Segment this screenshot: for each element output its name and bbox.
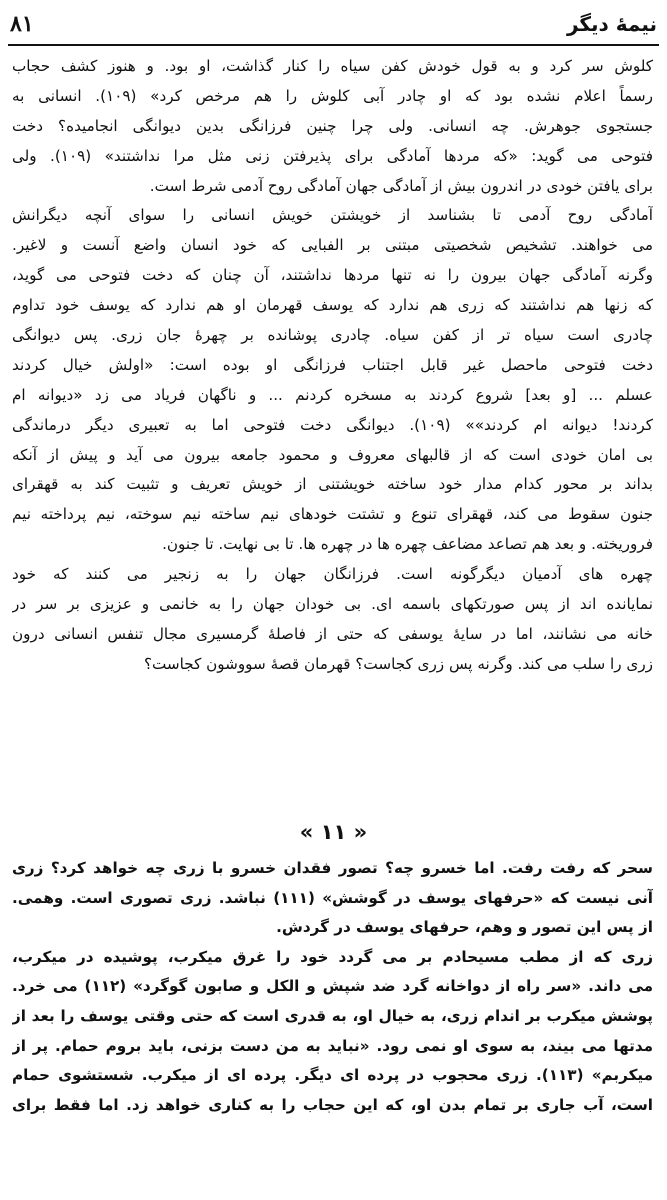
- text-line: است، آب جاری بر تمام بدن او، که این حجاب را به کناری خواهد زد. اما فقط برای: [12, 1095, 653, 1114]
- text-line: چادری است سیاه تر از کفن سیاه. چادری پوشانده بر چهرهٔ جان زری. پس دیوانگی: [12, 326, 653, 345]
- text-line: نمایانده اند از پس صورتکهای باسمه ای. بی خودان جهان را به خانمی و عزیزی بر سر در: [12, 595, 653, 614]
- text-line: می خواهند. تشخیص شخصیتی مبتنی بر الفبایی که خود انسان واضع آنست و لاغیر.: [12, 236, 653, 255]
- text-line: فتوحی می گوید: «که مردها آمادگی برای پذیرفتن زنی مثل مرا نداشتند» (۱۰۹). ولی: [12, 146, 653, 165]
- text-line: سحر که رفت رفت. اما خسرو چه؟ تصور فقدان خسرو با زری چه خواهد کرد؟ زری: [12, 859, 653, 877]
- text-line: آمادگی روح آدمی تا بشناسد از خویشتن خویش انسانی را سوای آنچه دیگرانش: [12, 206, 653, 225]
- text-line: برای یافتن خودی در اندرون بیش از آمادگی جهان آمادگی روح آدمی شرط است.: [149, 176, 653, 195]
- text-line: پوشش میکرب بر اندام زری، به خیال او، به قدری است که حتی وقتی یوسف را بعد از: [12, 1006, 653, 1025]
- text-line: دخت فتوحی ماحصل غیر قابل اجتناب فرزانگی او بوده است: «اولش خیال کردند: [12, 355, 653, 374]
- text-line: زری را سلب می کند. وگرنه پس زری کجاست؟ قهرمان قصهٔ سووشون کجاست؟: [143, 654, 653, 673]
- page-number: ۸۱: [10, 11, 34, 37]
- running-head: نیمهٔ دیگر: [566, 12, 657, 36]
- text-line: از پس این تصور و وهم، حرفهای یوسف در گردش.: [276, 918, 653, 937]
- text-line: وگرنه آمادگی جهان بیرون را نه تنها مردها نداشتند، آن چنان که دخت فتوحی می گوید،: [12, 266, 653, 285]
- text-line: جستجوی جوهرش. چه انسانی. ولی چرا چنین فرزانگی بدین دیوانگی انجامیده؟ دخت: [12, 116, 653, 135]
- text-line: کردند! دیوانه ام کردند»» (۱۰۹). دیوانگی دخت فتوحی اما به تعبیری دیگر درماندگی: [12, 415, 653, 434]
- text-line: عسلم ... [و بعد] شروع کردند به مسخره کردنم ... و ناگهان فریاد می زد «دیوانه ام: [12, 385, 653, 404]
- text-line: می داند. «سر راه از دواخانه گرد ضد شپش و الکل و صابون گوگرد» (۱۱۲) می خرد.: [12, 977, 653, 996]
- text-line: جنون سقوط می کند، قهقرای تنوع و تشتت خودهای نیم ساخته نیم سوخته، نیم پرداخته نیم: [12, 505, 653, 524]
- header-rule: [8, 44, 659, 46]
- body-text-section-2: [12, 854, 653, 1120]
- text-line: چهره های آدمیان دیگرگونه است. فرزانگان جهان را به زنجیر می کنند که خود: [12, 565, 653, 584]
- body-text-section-1: [12, 52, 653, 680]
- text-line: خانه می نشانند، اما در سایهٔ یوسفی که حتی از فاصلهٔ گرمسیری مجال تنفس انسانی درون: [12, 624, 653, 643]
- text-line: مدتها می بیند، به سوی او نمی رود. «نباید به من دست بزنی، باید بروم حمام. پر از: [12, 1036, 653, 1055]
- section-number-heading: « ۱۱ »: [299, 820, 368, 844]
- text-line: بداند بر محور کدام مدار خود ساخته خویشتنی از خویش تعریف و تثبیت کند به قهقرای: [12, 475, 653, 494]
- text-line: زری که از مطب مسیحادم بر می گردد خود را غرق میکرب، پوشیده در میکرب،: [12, 947, 653, 966]
- text-line: رسماً اعلام نشده بود که او چادر آبی کلوش را هم مرخص کرد» (۱۰۹). انسانی به: [12, 86, 653, 105]
- text-line: که زنها هم نداشتند که زری هم ندارد که یوسف قهرمان او هم ندارد که یوسف خود تداوم: [12, 296, 653, 315]
- page-header: [10, 4, 657, 44]
- text-line: کلوش سر کرد و به قول خودش کفن سیاه را کنار گذاشت، او بود. و هنوز کشف حجاب: [12, 57, 653, 75]
- text-line: بی امان خودی است که از قالبهای معروف و محمود جامعه بیرون می آید و پیش از آنکه: [12, 445, 653, 464]
- text-line: میکربم» (۱۱۳). زری محجوب در پرده ای دیگر. پرده ای از میکرب. شستشوی حمام: [12, 1066, 653, 1085]
- text-line: فروریخته. و بعد هم تصاعد مضاعف چهره ها در چهره ها. تا بی نهایت. تا جنون.: [162, 535, 653, 554]
- text-line: آنی نیست که «حرفهای یوسف در گوشش» (۱۱۱) نباشد. زری تصوری است. وهمی.: [12, 888, 653, 907]
